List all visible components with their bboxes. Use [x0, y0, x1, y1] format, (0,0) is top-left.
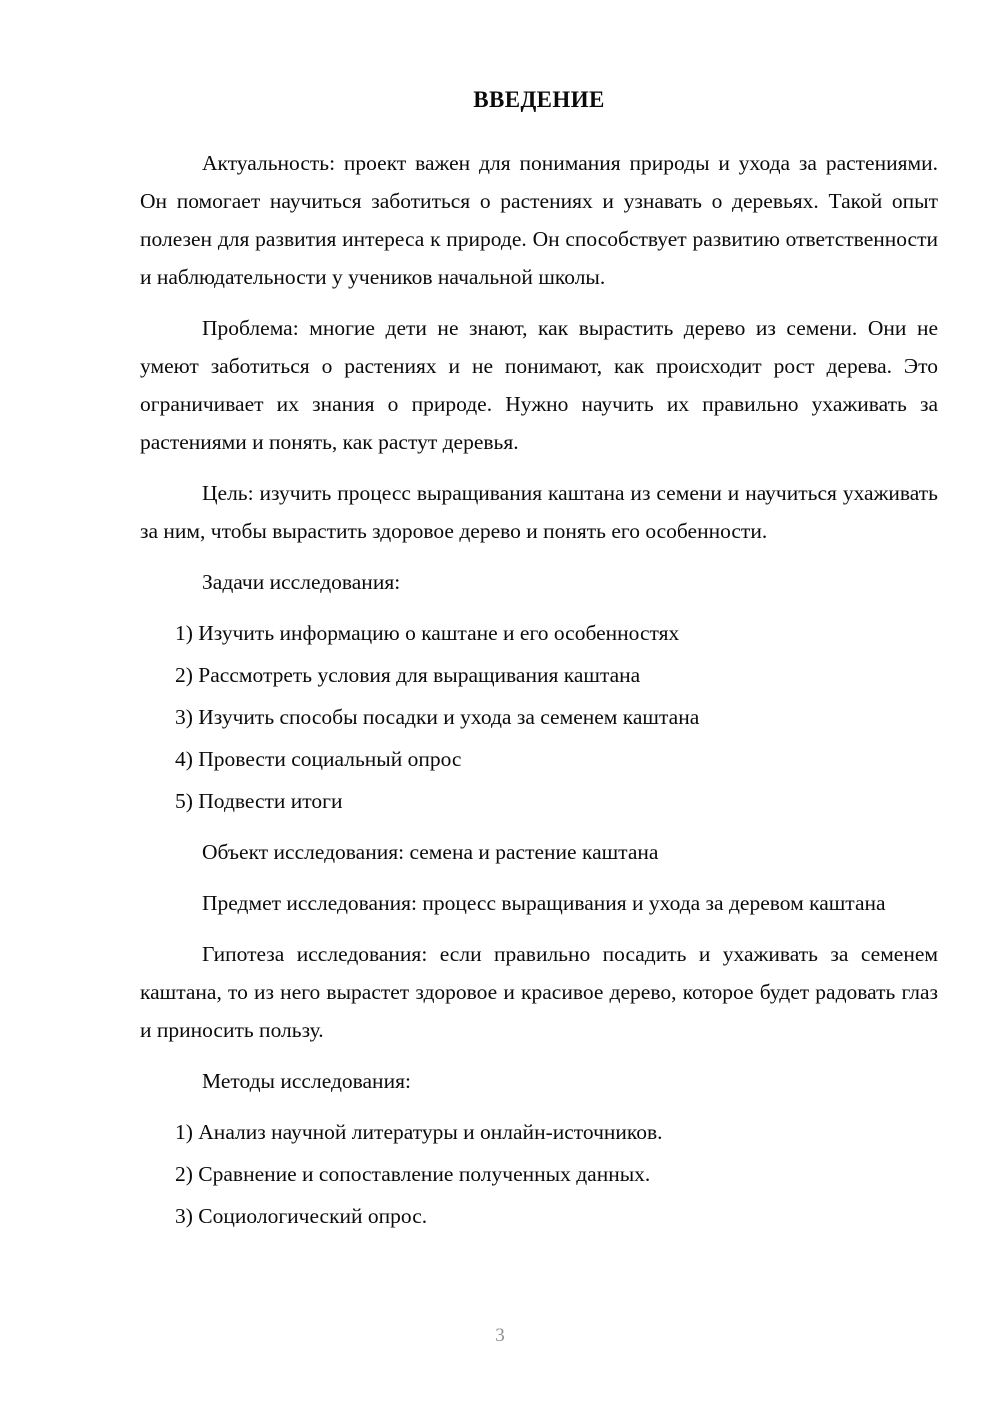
paragraph-hypothesis: Гипотеза исследования: если правильно посадить и ухаживать за семенем каштана, то из него вырастет здоровое и красивое дерево, которое будет радовать глаз и приносить пользу. — [140, 941, 938, 1042]
list-item: 2) Рассмотреть условия для выращивания каштана — [175, 662, 641, 687]
tasks-list — [140, 614, 938, 820]
paragraph-problem: Проблема: многие дети не знают, как вырастить дерево из семени. Они не умеют заботиться о растениях и не понимают, как происходит рост дерева. Это ограничивает их знания о природе. Нужно научить их правильно ухаживать за растениями и понять, как растут деревья. — [140, 315, 938, 454]
page-title: ВВЕДЕНИЕ — [473, 87, 605, 112]
list-item: 4) Провести социальный опрос — [175, 746, 462, 771]
methods-heading: Методы исследования: — [202, 1068, 411, 1093]
list-item: 3) Социологический опрос. — [175, 1203, 428, 1228]
list-item: 1) Анализ научной литературы и онлайн-источников. — [175, 1119, 663, 1144]
list-item: 1) Изучить информацию о каштане и его особенностях — [175, 620, 680, 645]
paragraph-goal: Цель: изучить процесс выращивания каштана из семени и научиться ухаживать за ним, чтобы вырастить здоровое дерево и понять его особенности. — [140, 480, 938, 543]
list-item: 3) Изучить способы посадки и ухода за семенем каштана — [175, 704, 700, 729]
paragraph-subject: Предмет исследования: процесс выращивания и ухода за деревом каштана — [202, 890, 886, 915]
tasks-heading: Задачи исследования: — [202, 569, 401, 594]
paragraph-object: Объект исследования: семена и растение каштана — [202, 839, 659, 864]
list-item: 2) Сравнение и сопоставление полученных данных. — [175, 1161, 651, 1186]
list-item: 5) Подвести итоги — [175, 788, 343, 813]
paragraph-relevance: Актуальность: проект важен для понимания природы и ухода за растениями. Он помогает научиться заботиться о растениях и узнавать о деревьях. Такой опыт полезен для развития интереса к природе. Он способствует развитию ответственности и наблюдательности у учеников начальной школы. — [140, 150, 938, 289]
methods-list — [140, 1113, 938, 1235]
page-number: 3 — [495, 1325, 505, 1346]
page-content — [140, 86, 938, 1248]
